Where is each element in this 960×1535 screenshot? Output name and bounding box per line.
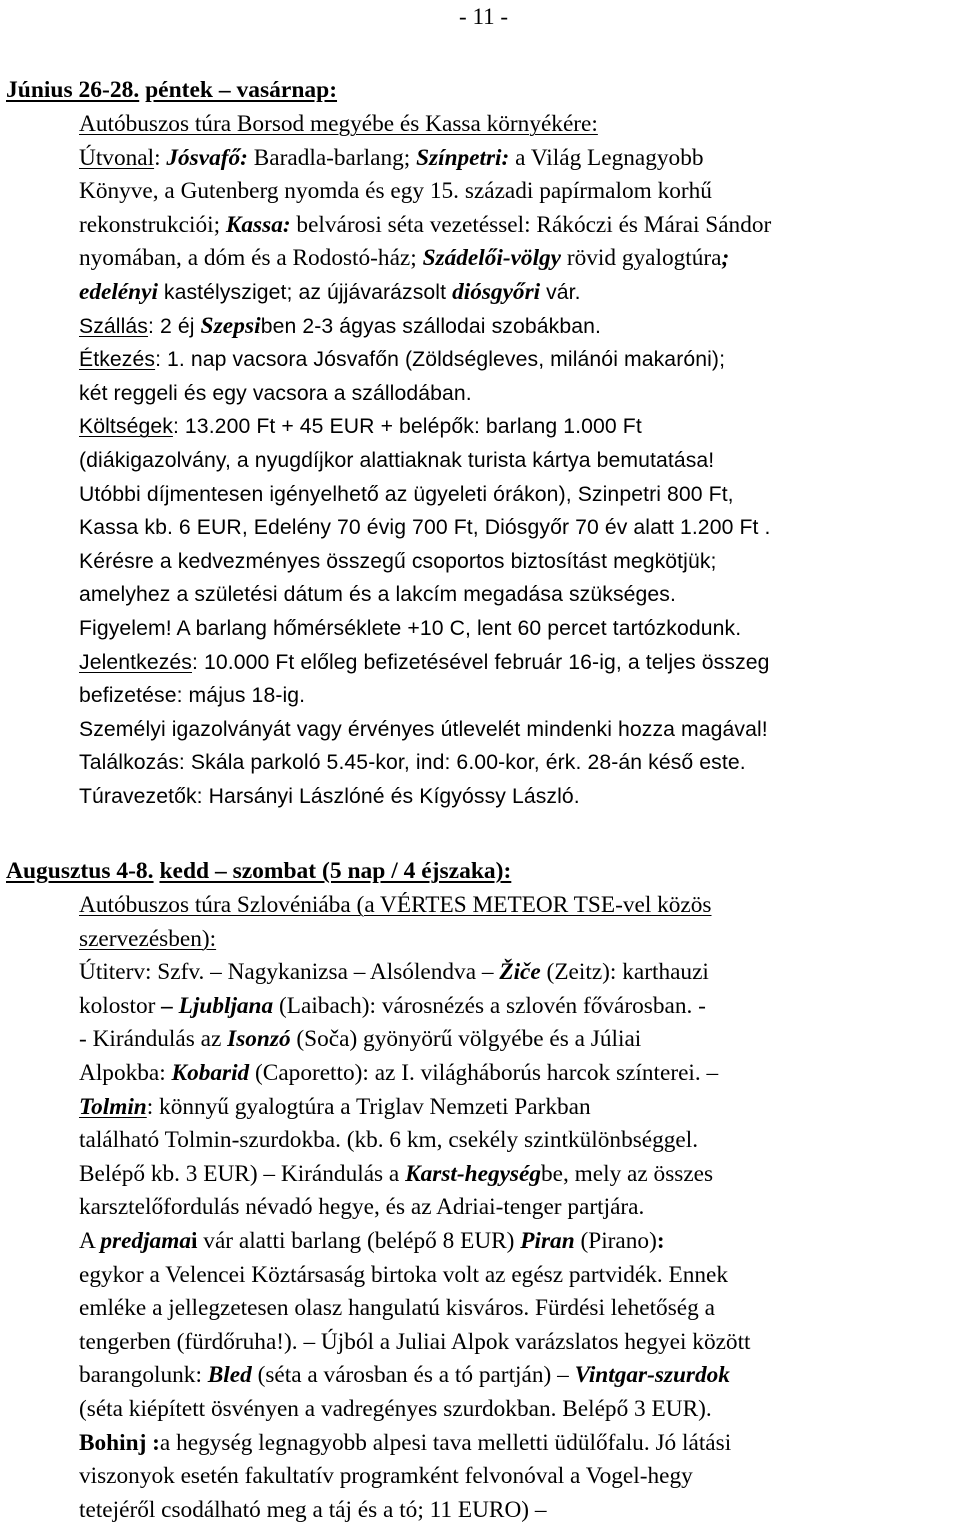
trip1-meeting: Találkozás: Skála parkoló 5.45-kor, ind: 6.00-kor, érk. 28-án késő este. [79, 751, 746, 775]
trip1-costs [79, 410, 959, 444]
text: i [190, 1227, 198, 1254]
text: rövid gyalogtúra [561, 245, 722, 272]
place-szadeloi-volgy: Szádelői-völgy [422, 245, 562, 272]
place-kobarid: Kobarid [171, 1059, 250, 1086]
place-diosgyori: diósgyőri [452, 278, 541, 305]
place-predjama: predjama [100, 1227, 191, 1254]
text: (Soča) gyönyörű völgyébe és a Júliai [290, 1026, 642, 1053]
place-szepsi: Szepsi [200, 312, 261, 339]
text: (Pirano) [574, 1227, 657, 1254]
text: (séta a városban és a tó partján) – [251, 1362, 575, 1389]
trip2-line19: tetejéről csodálható meg a táj és a tó; 11 EURO) – [79, 1496, 547, 1523]
text: Alpokba: [79, 1059, 172, 1086]
trip1-line12: Utóbbi díjmentesen igényelhető az ügyeleti órákon), Szinpetri 800 Ft, [79, 482, 734, 506]
trip1-route [79, 142, 959, 176]
trip1-line15: amelyhez a születési dátum és a lakcím megadása szükséges. [79, 583, 676, 607]
text: : [656, 1227, 665, 1254]
text: (Caporetto): az I. világháborús harcok színterei. – [249, 1059, 719, 1086]
trip2-line7 [79, 1091, 959, 1125]
meals-label: Étkezés [79, 348, 156, 372]
text: : 1. nap vacsora Jósvafőn (Zöldségleves, milánói makaróni); [155, 348, 726, 372]
trip1-line19: Személyi igazolványát vagy érvényes útlevelét mindenki hozza magával! [79, 717, 768, 741]
text: kastélysziget; az újjávarázsolt [157, 280, 453, 304]
trip1-guides: Túravezetők: Harsányi Lászlóné és Kígyóssy László. [79, 784, 580, 808]
trip2-line13: emléke a jellegzetesen olasz hangulatú kisváros. Fürdési lehetőség a [79, 1295, 715, 1322]
trip1-line6 [79, 276, 959, 310]
trip2-line5 [79, 1023, 959, 1057]
trip2-line8: található Tolmin-szurdokba. (kb. 6 km, csekély szintkülönbséggel. [79, 1127, 699, 1154]
trip2-line15 [79, 1359, 959, 1393]
text: : könnyű gyalogtúra a Triglav Nemzeti Parkban [146, 1093, 591, 1120]
trip1-heading [6, 74, 337, 107]
text: a Világ Legnagyobb [509, 144, 704, 171]
place-tolmin: Tolmin [79, 1093, 147, 1120]
trip2-days: kedd – szombat (5 nap / 4 éjszaka): [159, 858, 512, 884]
text: kolostor [79, 992, 162, 1019]
trip1-days: péntek – vasárnap: [145, 77, 338, 103]
text: (Laibach): városnézés a szlovén fővárosban. - [273, 992, 706, 1019]
costs-label: Költségek [79, 415, 173, 439]
trip1-date: Június 26-28. [6, 77, 140, 103]
trip2-line16: (séta kiépített ösvényen a vadregényes szurdokban. Belépő 3 EUR). [79, 1395, 712, 1422]
text: barangolunk: [79, 1362, 208, 1389]
text: vár. [540, 280, 581, 304]
trip1-line18: befizetése: május 18-ig. [79, 684, 306, 708]
text: a hegység legnagyobb alpesi tava melletti üdülőfalu. Jó látási [159, 1429, 732, 1456]
text: Belépő kb. 3 EUR) – Kirándulás a [79, 1160, 406, 1187]
trip1-line5 [79, 242, 959, 276]
place-isonzo: Isonzó [227, 1026, 291, 1053]
text: ; [721, 245, 730, 272]
text: ben 2-3 ágyas szállodai szobákban. [260, 314, 601, 338]
trip2-title-cont: szervezésben): [79, 925, 217, 952]
trip2-date: Augusztus 4-8. [6, 858, 154, 884]
trip1-line4 [79, 209, 959, 243]
trip1-line13: Kassa kb. 6 EUR, Edelény 70 évig 700 Ft, Diósgyőr 70 év alatt 1.200 Ft . [79, 516, 771, 540]
trip1-meals [79, 343, 959, 377]
trip2-title: Autóbuszos túra Szlovéniába (a VÉRTES METEOR TSE-vel közös [79, 892, 712, 918]
trip1-body [79, 108, 959, 813]
trip1-line3: Könyve, a Gutenberg nyomda és egy 15. századi papírmalom korhű [79, 178, 712, 205]
text: Baradla-barlang; [247, 144, 417, 171]
place-piran: Piran [520, 1227, 575, 1254]
trip1-line11: (diákigazolvány, a nyugdíjkor alattiaknak turista kártya bemutatása! [79, 448, 715, 472]
trip1-line9: két reggeli és egy vacsora a szállodában. [79, 381, 472, 405]
text: vár alatti barlang (belépő 8 EUR) [197, 1227, 521, 1254]
text: : 2 éj [148, 314, 201, 338]
trip2-line14: tengerben (fürdőruha!). – Újból a Juliai Alpok varázslatos hegyei között [79, 1328, 751, 1355]
place-zice: Žiče [499, 959, 541, 986]
place-szinpetri: Színpetri: [416, 144, 510, 171]
text: - Kirándulás az [79, 1026, 228, 1053]
trip2-heading [6, 855, 511, 888]
trip1-accommodation [79, 310, 959, 344]
trip2-line4 [79, 990, 959, 1024]
trip2-itinerary [79, 956, 959, 990]
text: rekonstrukciói; [79, 211, 226, 238]
trip2-line11 [79, 1225, 959, 1259]
text: : [154, 144, 167, 171]
trip2-line17 [79, 1427, 959, 1461]
place-bohinj: Bohinj : [79, 1429, 160, 1456]
place-josvafo: Jósvafő: [166, 144, 248, 171]
trip2-line18: viszonyok esetén fakultatív programként felvonóval a Vogel-hegy [79, 1463, 693, 1490]
registration-label: Jelentkezés [79, 650, 192, 674]
place-edelenyi: edelényi [79, 278, 158, 305]
text: (Zeitz): karthauzi [540, 959, 709, 986]
place-kassa: Kassa: [225, 211, 291, 238]
trip1-line14: Kérésre a kedvezményes összegű csoportos biztosítást megkötjük; [79, 549, 717, 573]
text: nyomában, a dóm és a Rodostó-ház; [79, 245, 423, 272]
place-vintgar: Vintgar-szurdok [574, 1362, 730, 1389]
trip2-line6 [79, 1057, 959, 1091]
text: Útiterv: Szfv. – Nagykanizsa – Alsólendva – [79, 959, 500, 986]
page-number: - 11 - [459, 4, 508, 29]
text: : 13.200 Ft + 45 EUR + belépők: barlang 1.000 Ft [172, 415, 642, 439]
trip1-title: Autóbuszos túra Borsod megyébe és Kassa környékére: [79, 111, 598, 137]
place-ljubljana: – Ljubljana [161, 992, 274, 1019]
trip1-registration [79, 646, 959, 680]
text: be, mely az összes [541, 1160, 714, 1187]
trip2-line9 [79, 1158, 959, 1192]
trip2-line12: egykor a Velencei Köztársaság birtoka volt az egész partvidék. Ennek [79, 1261, 729, 1288]
route-label: Útvonal [79, 144, 155, 171]
place-bled: Bled [207, 1362, 252, 1389]
text: : 10.000 Ft előleg befizetésével február 16-ig, a teljes összeg [192, 650, 770, 674]
text: A [79, 1227, 101, 1254]
accommodation-label: Szállás [79, 314, 149, 338]
trip2-line10: karsztelőfordulás névadó hegye, és az Adriai-tenger partjára. [79, 1194, 645, 1221]
trip1-warning: Figyelem! A barlang hőmérséklete +10 C, lent 60 percet tartózkodunk. [79, 616, 742, 640]
trip2-body [79, 889, 959, 1527]
place-karst: Karst-hegység [405, 1160, 541, 1187]
text: belvárosi séta vezetéssel: Rákóczi és Márai Sándor [290, 211, 772, 238]
